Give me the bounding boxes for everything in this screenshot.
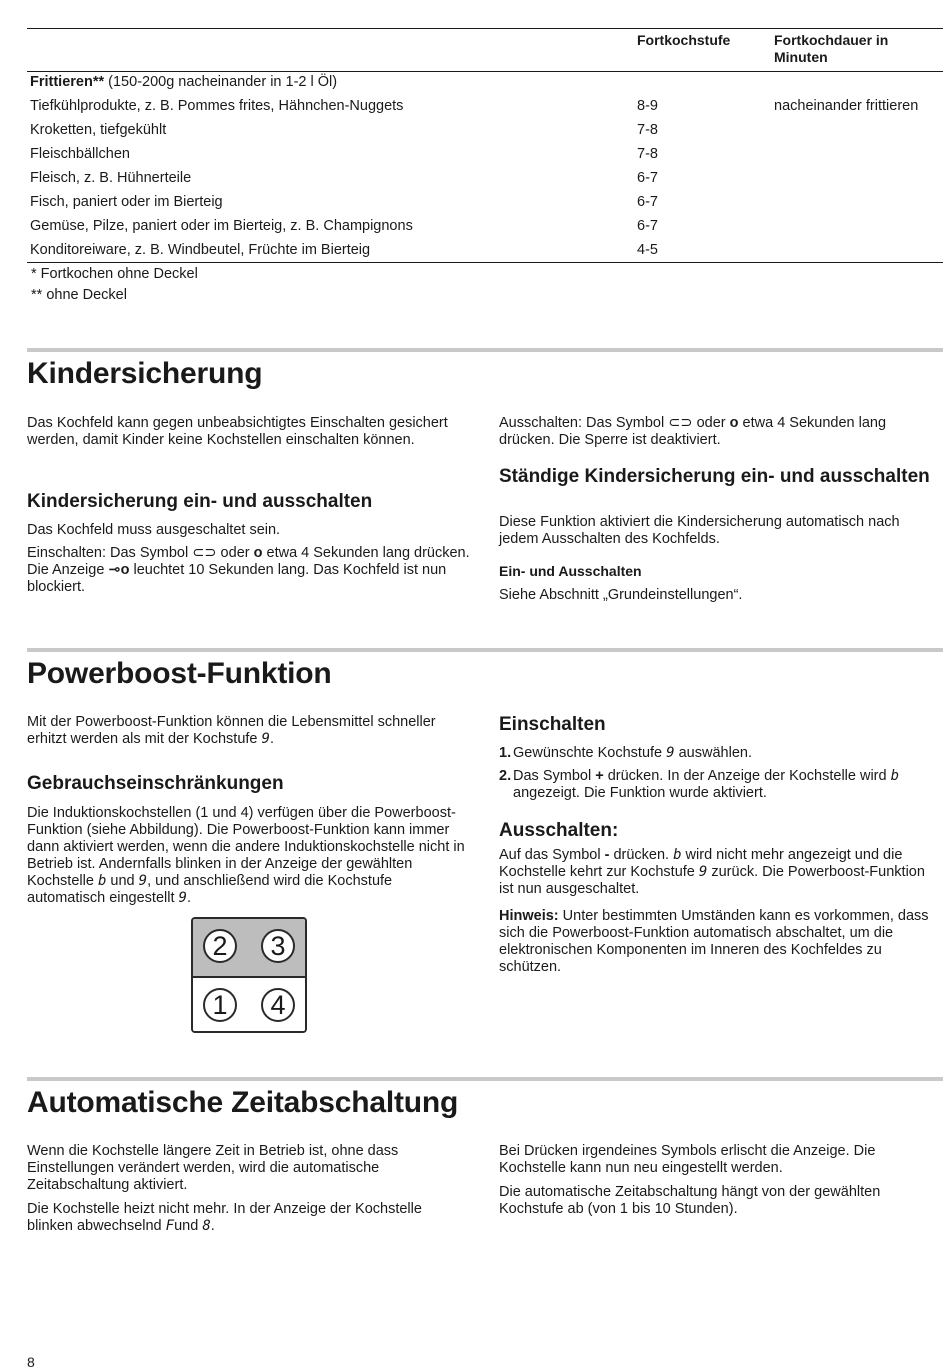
segment-f-icon: F (165, 1218, 175, 1234)
cooking-zone-2: 2 (203, 929, 237, 963)
lock-symbol-icon: ⊂⊃ (192, 545, 217, 561)
section-divider (27, 348, 943, 352)
cooking-zone-4: 4 (261, 988, 295, 1022)
auto-blink-text: Die Kochstelle heizt nicht mehr. In der Anzeige der Kochstelle blinken abwechselnd Fund 8. (27, 1201, 422, 1234)
hint-label: Hinweis: (499, 908, 559, 924)
food-cell: Fleischbällchen (30, 146, 130, 162)
food-cell: Kroketten, tiefgekühlt (30, 122, 167, 138)
level-cell: 6-7 (637, 170, 658, 186)
food-cell: Fisch, paniert oder im Bierteig (30, 194, 223, 210)
page-number: 8 (27, 1354, 35, 1370)
kinder-sub-title: Kindersicherung ein- und ausschalten (27, 491, 373, 512)
table-row (27, 190, 943, 214)
level-cell: 4-5 (637, 242, 658, 258)
level-cell: 7-8 (637, 146, 658, 162)
section-divider (27, 648, 943, 652)
lock-symbol-icon: ⊂⊃ (668, 415, 693, 431)
food-cell: Konditoreiware, z. B. Windbeutel, Früchte im Bierteig (30, 242, 371, 258)
table-row (27, 238, 943, 262)
minus-symbol-icon: - (604, 847, 610, 863)
footnote-1: * Fortkochen ohne Deckel (31, 266, 198, 282)
level-cell: 7-8 (637, 122, 658, 138)
kinder-precondition: Das Kochfeld muss ausgeschaltet sein. (27, 522, 281, 538)
cooking-zone-1: 1 (203, 988, 237, 1022)
segment-8-icon: 8 (202, 1218, 211, 1234)
kinder-deactivate-text: Ausschalten: Das Symbol ⊂⊃ oder o etwa 4 Sekunden lang drücken. Die Sperre ist deaktiviert. (499, 415, 887, 448)
power-off-text: Auf das Symbol - drücken. b wird nicht mehr angezeigt und die Kochstelle kehrt zur Kochstufe 9 zurück. Die Powerboost-Funktion ist nun ausgeschaltet. (499, 847, 925, 897)
power-hint: Hinweis: Unter bestimmten Umständen kann es vorkommen, dass sich die Powerboost-Funktion automatisch abschaltet, um die elektronischen Komponenten im Inneren des Kochfeldes zu schützen. (499, 908, 929, 975)
group-title: Frittieren** (30, 74, 105, 90)
key-symbol-icon: ⊸o (108, 562, 130, 578)
table-group-row (27, 70, 943, 94)
power-restrictions-text: Die Induktionskochstellen (1 und 4) verfügen über die Powerboost-Funktion (siehe Abbildung). Die Powerboost-Funktion kann immer dann aktiviert werden, wenn die andere Induktionskochstelle nicht in Betrieb ist. Andernfalls blinken in der Anzeige der gewählten Kochstelle b und 9, und anschließend wird die Kochstufe automatisch eingestellt 9. (27, 805, 465, 906)
duration-cell: nacheinander frittieren (774, 98, 919, 114)
segment-9-icon: 9 (261, 731, 270, 747)
table-row (27, 118, 943, 142)
cooking-zone-3: 3 (261, 929, 295, 963)
section-title-auto-off: Automatische Zeitabschaltung (27, 1086, 459, 1119)
segment-9-icon: 9 (138, 873, 148, 889)
o-symbol-icon: o (253, 545, 263, 561)
kinder-intro: Das Kochfeld kann gegen unbeabsichtigtes Einschalten gesichert werden, damit Kinder keine Kochstellen einschalten können. (27, 415, 448, 448)
table-bottom-rule (27, 262, 943, 263)
segment-9-icon: 9 (178, 890, 187, 906)
table-top-rule (27, 28, 943, 29)
section-title-powerboost: Powerboost-Funktion (27, 657, 332, 690)
table-header-duration: Fortkochdauer in Minuten (774, 32, 889, 65)
kinder-onoff-text: Siehe Abschnitt „Grundeinstellungen“. (499, 587, 743, 603)
table-row (27, 214, 943, 238)
food-cell: Gemüse, Pilze, paniert oder im Bierteig, z. B. Champignons (30, 218, 413, 234)
segment-b-icon: b (97, 873, 107, 889)
level-cell: 6-7 (637, 218, 658, 234)
table-row (27, 94, 943, 118)
plus-symbol-icon: + (595, 768, 604, 784)
power-restrictions-title: Gebrauchseinschränkungen (27, 773, 284, 794)
segment-9-icon: 9 (698, 864, 708, 880)
power-off-title: Ausschalten: (499, 820, 619, 841)
hob-diagram (191, 917, 307, 1033)
table-row (27, 166, 943, 190)
food-cell: Fleisch, z. B. Hühnerteile (30, 170, 192, 186)
group-note: (150-200g nacheinander in 1-2 l Öl) (104, 74, 338, 90)
level-cell: 6-7 (637, 194, 658, 210)
food-cell: Tiefkühlprodukte, z. B. Pommes frites, Hähnchen-Nuggets (30, 98, 404, 114)
kinder-onoff-title: Ein- und Ausschalten (499, 563, 642, 579)
kinder-permanent-text: Diese Funktion aktiviert die Kindersicherung automatisch nach jedem Ausschalten des Kochfelds. (499, 514, 900, 547)
kinder-permanent-title: Ständige Kindersicherung ein- und ausschalten (499, 466, 930, 487)
segment-b-icon: b (673, 847, 682, 863)
section-title-kindersicherung: Kindersicherung (27, 357, 263, 390)
auto-duration-text: Die automatische Zeitabschaltung hängt von der gewählten Kochstufe ab (von 1 bis 10 Stunden). (499, 1184, 881, 1217)
power-on-title: Einschalten (499, 714, 606, 735)
level-cell: 8-9 (637, 98, 658, 114)
power-intro: Mit der Powerboost-Funktion können die Lebensmittel schneller erhitzt werden als mit der Kochstufe 9. (27, 714, 436, 747)
section-divider (27, 1077, 943, 1081)
kinder-activate-text: Einschalten: Das Symbol ⊂⊃ oder o etwa 4 Sekunden lang drücken. Die Anzeige ⊸o leuchtet 10 Sekunden lang. Das Kochfeld ist nun blockiert. (27, 545, 470, 595)
table-row (27, 142, 943, 166)
segment-b-icon: b (890, 768, 900, 784)
auto-intro: Wenn die Kochstelle längere Zeit in Betrieb ist, ohne dass Einstellungen verändert werden, wird die automatische Zeitabschaltung aktiviert. (27, 1143, 399, 1193)
auto-reset-text: Bei Drücken irgendeines Symbols erlischt die Anzeige. Die Kochstelle kann nun neu eingestellt werden. (499, 1143, 876, 1176)
segment-9-icon: 9 (666, 745, 675, 761)
table-header-level: Fortkochstufe (637, 32, 731, 48)
o-symbol-icon: o (729, 415, 739, 431)
footnote-2: ** ohne Deckel (31, 287, 127, 303)
